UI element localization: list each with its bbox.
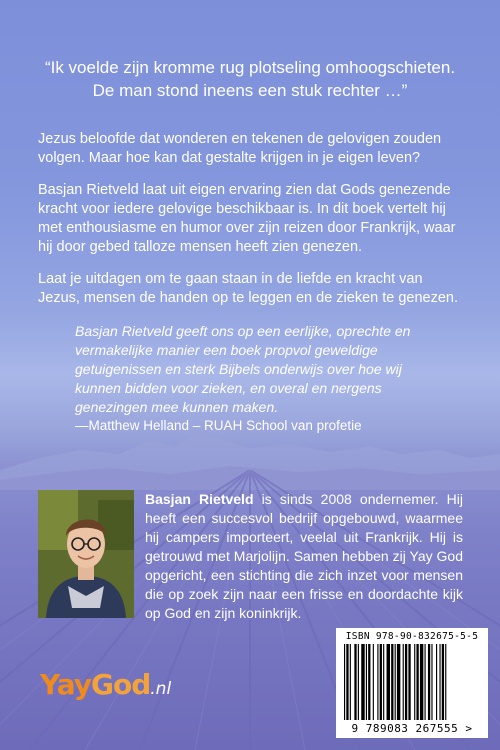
barcode-bar — [439, 644, 440, 720]
author-name: Basjan Rietveld — [145, 491, 254, 507]
barcode-bar — [405, 644, 407, 720]
barcode-bars — [344, 644, 480, 722]
barcode-bar — [380, 644, 382, 720]
logo-nl: .nl — [150, 679, 172, 699]
barcode-bar — [428, 644, 430, 720]
blurb-paragraph-2: Basjan Rietveld laat uit eigen ervaring zien dat Gods genezende kracht voor iedere gelovige beschikbaar is. In dit boek vertelt hij met enthousiasme en humor over zijn reizen door Frankrijk, waar hij door gebed talloze mensen heeft zien genezen. — [38, 182, 456, 255]
barcode-bar — [408, 644, 410, 720]
headline-quote-line-1: “Ik voelde zijn kromme rug plotseling omhoogschieten. — [44, 58, 456, 77]
endorsement-text: Basjan Rietveld geeft ons op een eerlijke, oprechte en vermakelijke manier een boek propvol geweldige getuigenissen en sterk Bijbels onderwijs over hoe wij kunnen bidden voor zieken, en overal en nergens genezingen mee kunnen maken. — [75, 323, 411, 415]
logo-yay: Yay — [40, 668, 91, 701]
isbn-label: ISBN 978-90-832675-5-5 — [345, 631, 479, 642]
barcode-bar — [445, 644, 446, 720]
barcode-bar — [350, 644, 351, 720]
barcode-bar — [377, 644, 378, 720]
barcode-bar — [425, 644, 426, 720]
barcode-bar — [361, 644, 364, 720]
blurb — [38, 130, 462, 321]
headline-quote-line-2: De man stond ineens een stuk rechter …” — [92, 81, 408, 100]
blurb-paragraph-3: Laat je uitdagen om te gaan staan in de liefde en kracht van Jezus, mensen de handen op te leggen en de zieken te genezen. — [38, 271, 459, 306]
barcode-bar — [383, 644, 384, 720]
isbn-barcode — [336, 628, 488, 738]
barcode-bar — [368, 644, 370, 720]
headline-quote — [30, 56, 470, 102]
author-bio-text: is sinds 2008 ondernemer. Hij heeft een succesvol bedrijf opgebouwd, waarmee hij campers importeert, veelal uit Frankrijk. Hij is getrouwd met Marjolijn. Samen hebben zij Yay God opgericht, een stichting die zich inzet voor mensen die op zoek zijn naar een frisse en doordachte kijk op God en zijn koninkrijk. — [145, 491, 463, 621]
barcode-bar — [420, 644, 423, 720]
author-photo — [38, 490, 134, 618]
barcode-bar — [436, 644, 437, 720]
barcode-bar — [431, 644, 432, 720]
barcode-bar — [354, 644, 356, 720]
author-bio — [145, 490, 463, 623]
barcode-bar — [366, 644, 367, 720]
barcode-bar — [373, 644, 374, 720]
endorsement-source: —Matthew Helland – RUAH School van profetie — [75, 418, 362, 433]
barcode-bar — [391, 644, 393, 720]
logo-god: God — [91, 668, 151, 701]
barcode-bar — [346, 644, 348, 720]
blurb-paragraph-1: Jezus beloofde dat wonderen en tekenen de gelovigen zouden volgen. Maar hoe kan dat gestalte krijgen in je eigen leven? — [38, 131, 442, 166]
barcode-bar — [358, 644, 359, 720]
ean-digits: 9 789083 267555 > — [351, 722, 473, 735]
barcode-bar — [397, 644, 400, 720]
barcode-bar — [442, 644, 444, 720]
yaygod-logo — [40, 668, 171, 701]
barcode-bar — [344, 644, 345, 720]
barcode-bar — [395, 644, 396, 720]
barcode-bar — [387, 644, 390, 720]
barcode-bar — [414, 644, 415, 720]
barcode-bar — [416, 644, 418, 720]
barcode-bar — [403, 644, 404, 720]
